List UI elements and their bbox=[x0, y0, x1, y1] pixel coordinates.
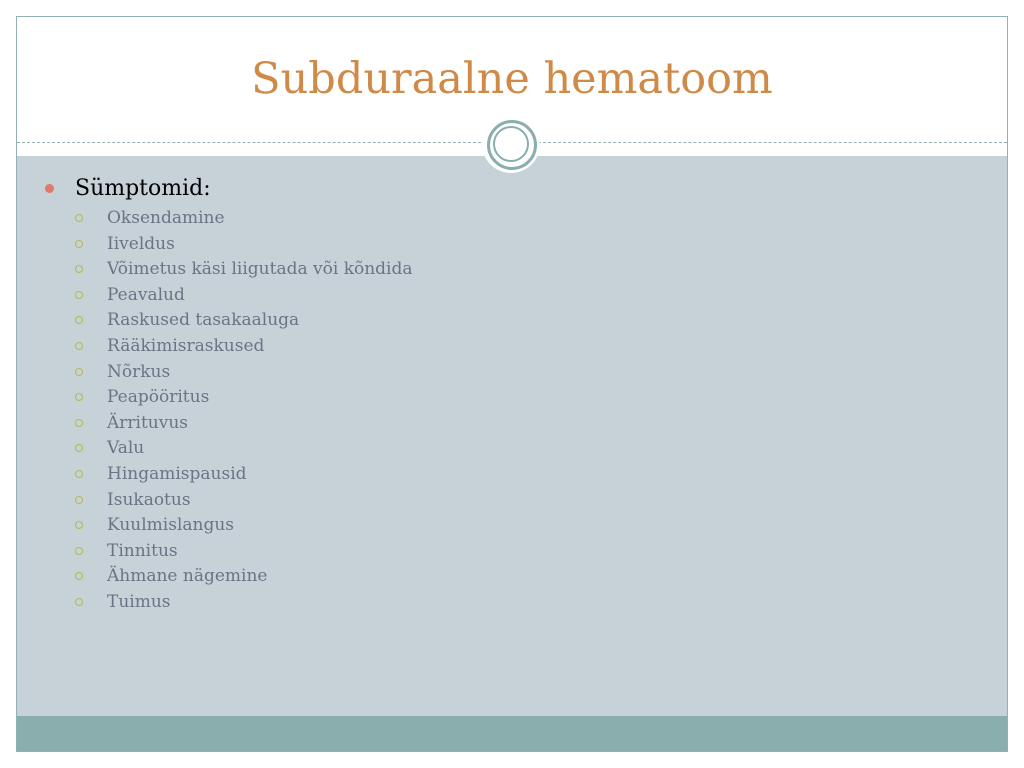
filled-circle-bullet-icon bbox=[45, 184, 54, 193]
list-item-text: Isukaotus bbox=[107, 489, 191, 510]
hollow-ring-bullet-icon bbox=[75, 240, 83, 248]
list-item bbox=[17, 462, 1007, 488]
list-item-text: Oksendamine bbox=[107, 208, 225, 228]
hollow-ring-bullet-icon bbox=[75, 521, 83, 529]
bullet-list bbox=[17, 172, 1007, 616]
footer-bar bbox=[17, 716, 1007, 751]
slide bbox=[16, 16, 1008, 752]
hollow-ring-bullet-icon bbox=[75, 342, 83, 350]
hollow-ring-bullet-icon bbox=[75, 444, 83, 452]
hollow-ring-bullet-icon bbox=[75, 470, 83, 478]
list-item bbox=[17, 590, 1007, 616]
hollow-ring-bullet-icon bbox=[75, 265, 83, 273]
list-item bbox=[17, 257, 1007, 283]
list-item-text: Hingamispausid bbox=[107, 463, 247, 484]
list-item-text: Peavalud bbox=[107, 284, 185, 305]
hollow-ring-bullet-icon bbox=[75, 291, 83, 299]
hollow-ring-bullet-icon bbox=[75, 419, 83, 427]
list-item bbox=[17, 385, 1007, 411]
hollow-ring-bullet-icon bbox=[75, 393, 83, 401]
slide-title: Subduraalne hematoom bbox=[251, 54, 773, 104]
list-item-text: Rääkimisraskused bbox=[107, 335, 265, 356]
list-item-text: Ärrituvus bbox=[107, 412, 189, 433]
list-item bbox=[17, 308, 1007, 334]
list-item bbox=[17, 360, 1007, 386]
hollow-ring-bullet-icon bbox=[75, 572, 83, 580]
list-item bbox=[17, 488, 1007, 514]
list-item bbox=[17, 436, 1007, 462]
hollow-ring-bullet-icon bbox=[75, 214, 83, 222]
list-item-text: Valu bbox=[107, 438, 145, 459]
list-item-text: Peapööritus bbox=[107, 387, 210, 408]
list-item bbox=[17, 206, 1007, 232]
list-item bbox=[17, 513, 1007, 539]
list-item bbox=[17, 539, 1007, 565]
bullet-label: Sümptomid: bbox=[75, 176, 211, 201]
inner-ring-ornament-icon bbox=[493, 126, 529, 162]
bullet-item-symptoms bbox=[17, 172, 1007, 206]
list-item bbox=[17, 564, 1007, 590]
list-item bbox=[17, 232, 1007, 258]
list-item-text: Tuimus bbox=[107, 591, 171, 612]
list-item-text: Nõrkus bbox=[107, 361, 171, 382]
hollow-ring-bullet-icon bbox=[75, 316, 83, 324]
hollow-ring-bullet-icon bbox=[75, 496, 83, 504]
list-item-text: Võimetus käsi liigutada või kõndida bbox=[107, 259, 413, 280]
list-item-text: Iiveldus bbox=[107, 233, 175, 254]
list-item bbox=[17, 411, 1007, 437]
list-item bbox=[17, 283, 1007, 309]
list-item-text: Tinnitus bbox=[107, 540, 178, 561]
list-item-text: Ähmane nägemine bbox=[107, 566, 268, 587]
list-item bbox=[17, 334, 1007, 360]
hollow-ring-bullet-icon bbox=[75, 598, 83, 606]
hollow-ring-bullet-icon bbox=[75, 547, 83, 555]
list-item-text: Kuulmislangus bbox=[107, 515, 235, 536]
hollow-ring-bullet-icon bbox=[75, 368, 83, 376]
symptom-sublist bbox=[17, 206, 1007, 616]
list-item-text: Raskused tasakaaluga bbox=[107, 310, 300, 331]
